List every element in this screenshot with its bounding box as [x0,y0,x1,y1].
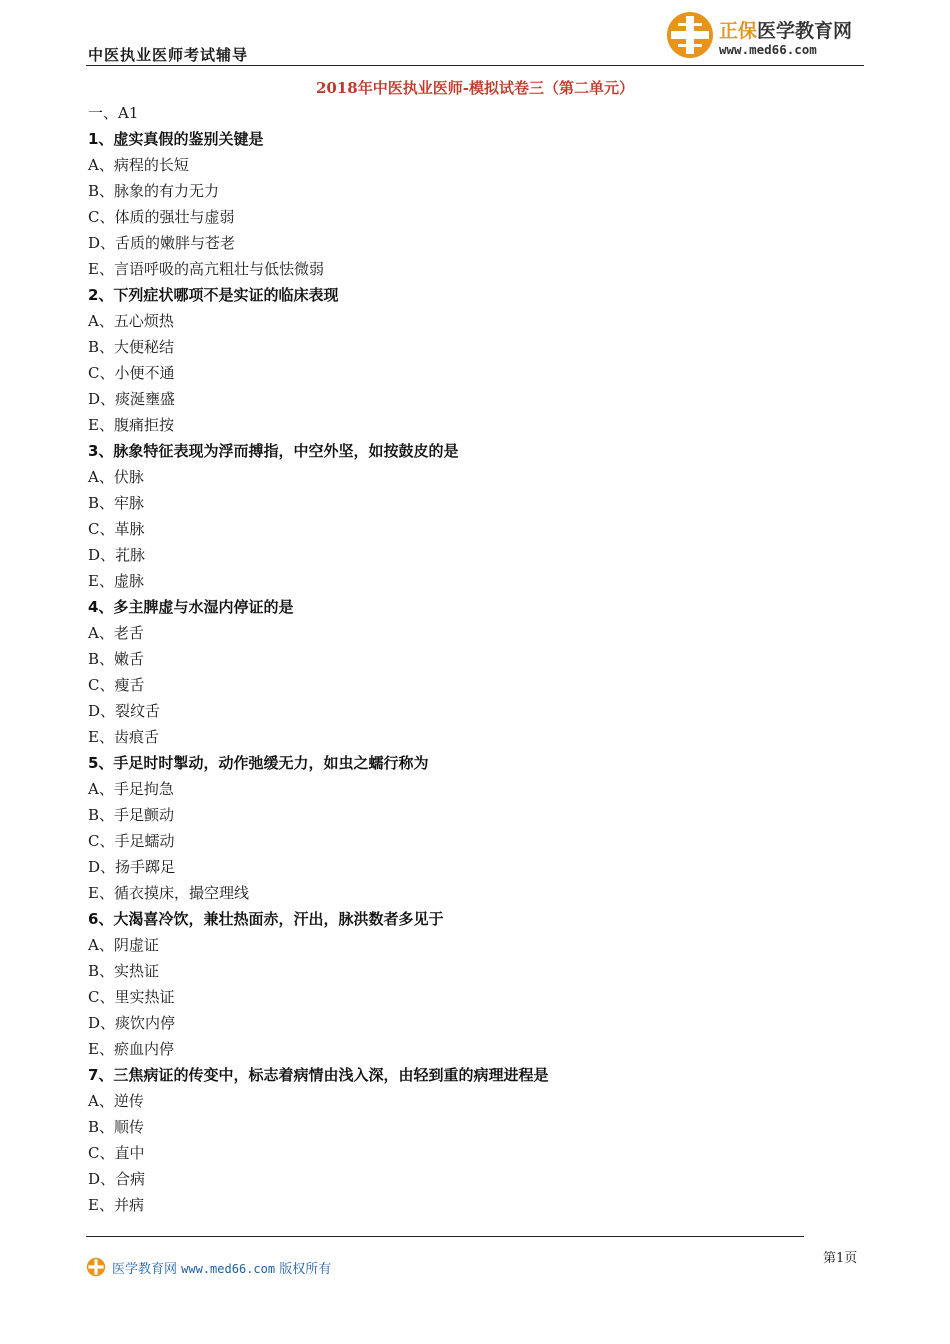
page-number: 第1页 [823,1251,858,1266]
answer-option: B、实热证 [88,962,160,980]
answer-option: C、革脉 [88,520,145,538]
question-stem: 3、脉象特征表现为浮而搏指，中空外坚，如按鼓皮的是 [88,442,459,460]
answer-option: A、逆传 [88,1092,144,1110]
document-title: 2018年中医执业医师-模拟试卷三（第二单元） [316,79,634,97]
brand-logo[interactable] [665,10,865,62]
header-divider [86,65,864,66]
footer-logo-icon [86,1257,106,1277]
answer-option: E、齿痕舌 [88,728,159,746]
logo-brand-orange: 正保 [719,20,758,42]
answer-option: A、老舌 [88,624,144,642]
logo-url[interactable]: www.med66.com [719,42,817,57]
question-stem: 2、下列症状哪项不是实证的临床表现 [88,286,339,304]
answer-option: C、小便不通 [88,364,175,382]
answer-option: D、扬手踯足 [88,858,176,876]
answer-option: A、五心烦热 [88,312,174,330]
answer-option: B、大便秘结 [88,338,175,356]
logo-brand-dark: 医学教育网 [757,20,853,42]
answer-option: C、瘦舌 [88,676,145,694]
footer-site-name: 医学教育网 [112,1261,178,1277]
answer-option: B、手足颤动 [88,806,175,824]
footer [86,1256,331,1278]
answer-option: C、体质的强壮与虚弱 [88,208,235,226]
section-heading: 一、A1 [88,104,139,122]
answer-option: E、腹痛拒按 [88,416,174,434]
question-stem: 7、三焦病证的传变中，标志着病情由浅入深，由轻到重的病理进程是 [88,1066,549,1084]
answer-option: E、并病 [88,1196,144,1214]
answer-option: B、脉象的有力无力 [88,182,220,200]
answer-option: E、瘀血内停 [88,1040,174,1058]
answer-option: A、手足拘急 [88,780,174,798]
answer-option: A、阴虚证 [88,936,159,954]
answer-option: A、病程的长短 [88,156,189,174]
question-stem: 5、手足时时掣动，动作弛缓无力，如虫之蠕行称为 [88,754,429,772]
cross-circle-logo-icon [665,10,715,60]
footer-site-url[interactable]: www.med66.com [181,1261,276,1276]
question-list [88,100,868,1218]
footer-divider [86,1236,804,1237]
question-stem: 4、多主脾虚与水湿内停证的是 [88,598,294,616]
question-stem: 6、大渴喜冷饮，兼壮热面赤，汗出，脉洪数者多见于 [88,910,444,928]
answer-option: E、循衣摸床，撮空理线 [88,884,249,902]
footer-copyright [112,1258,331,1277]
answer-option: E、虚脉 [88,572,144,590]
question-stem: 1、虚实真假的鉴别关键是 [88,130,264,148]
answer-option: D、舌质的嫩胖与苍老 [88,234,236,252]
answer-option: C、里实热证 [88,988,175,1006]
answer-option: A、伏脉 [88,468,144,486]
answer-option: D、痰涎壅盛 [88,390,176,408]
answer-option: C、直中 [88,1144,145,1162]
answer-option: C、手足蠕动 [88,832,175,850]
answer-option: B、牢脉 [88,494,145,512]
answer-option: D、合病 [88,1170,146,1188]
answer-option: D、痰饮内停 [88,1014,176,1032]
footer-copyright-text: 版权所有 [279,1261,332,1277]
answer-option: D、裂纹舌 [88,702,161,720]
answer-option: E、言语呼吸的高亢粗壮与低怯微弱 [88,260,324,278]
header-title: 中医执业医师考试辅导 [88,46,249,64]
logo-brand-name [719,16,852,43]
answer-option: D、芤脉 [88,546,146,564]
answer-option: B、顺传 [88,1118,145,1136]
answer-option: B、嫩舌 [88,650,145,668]
